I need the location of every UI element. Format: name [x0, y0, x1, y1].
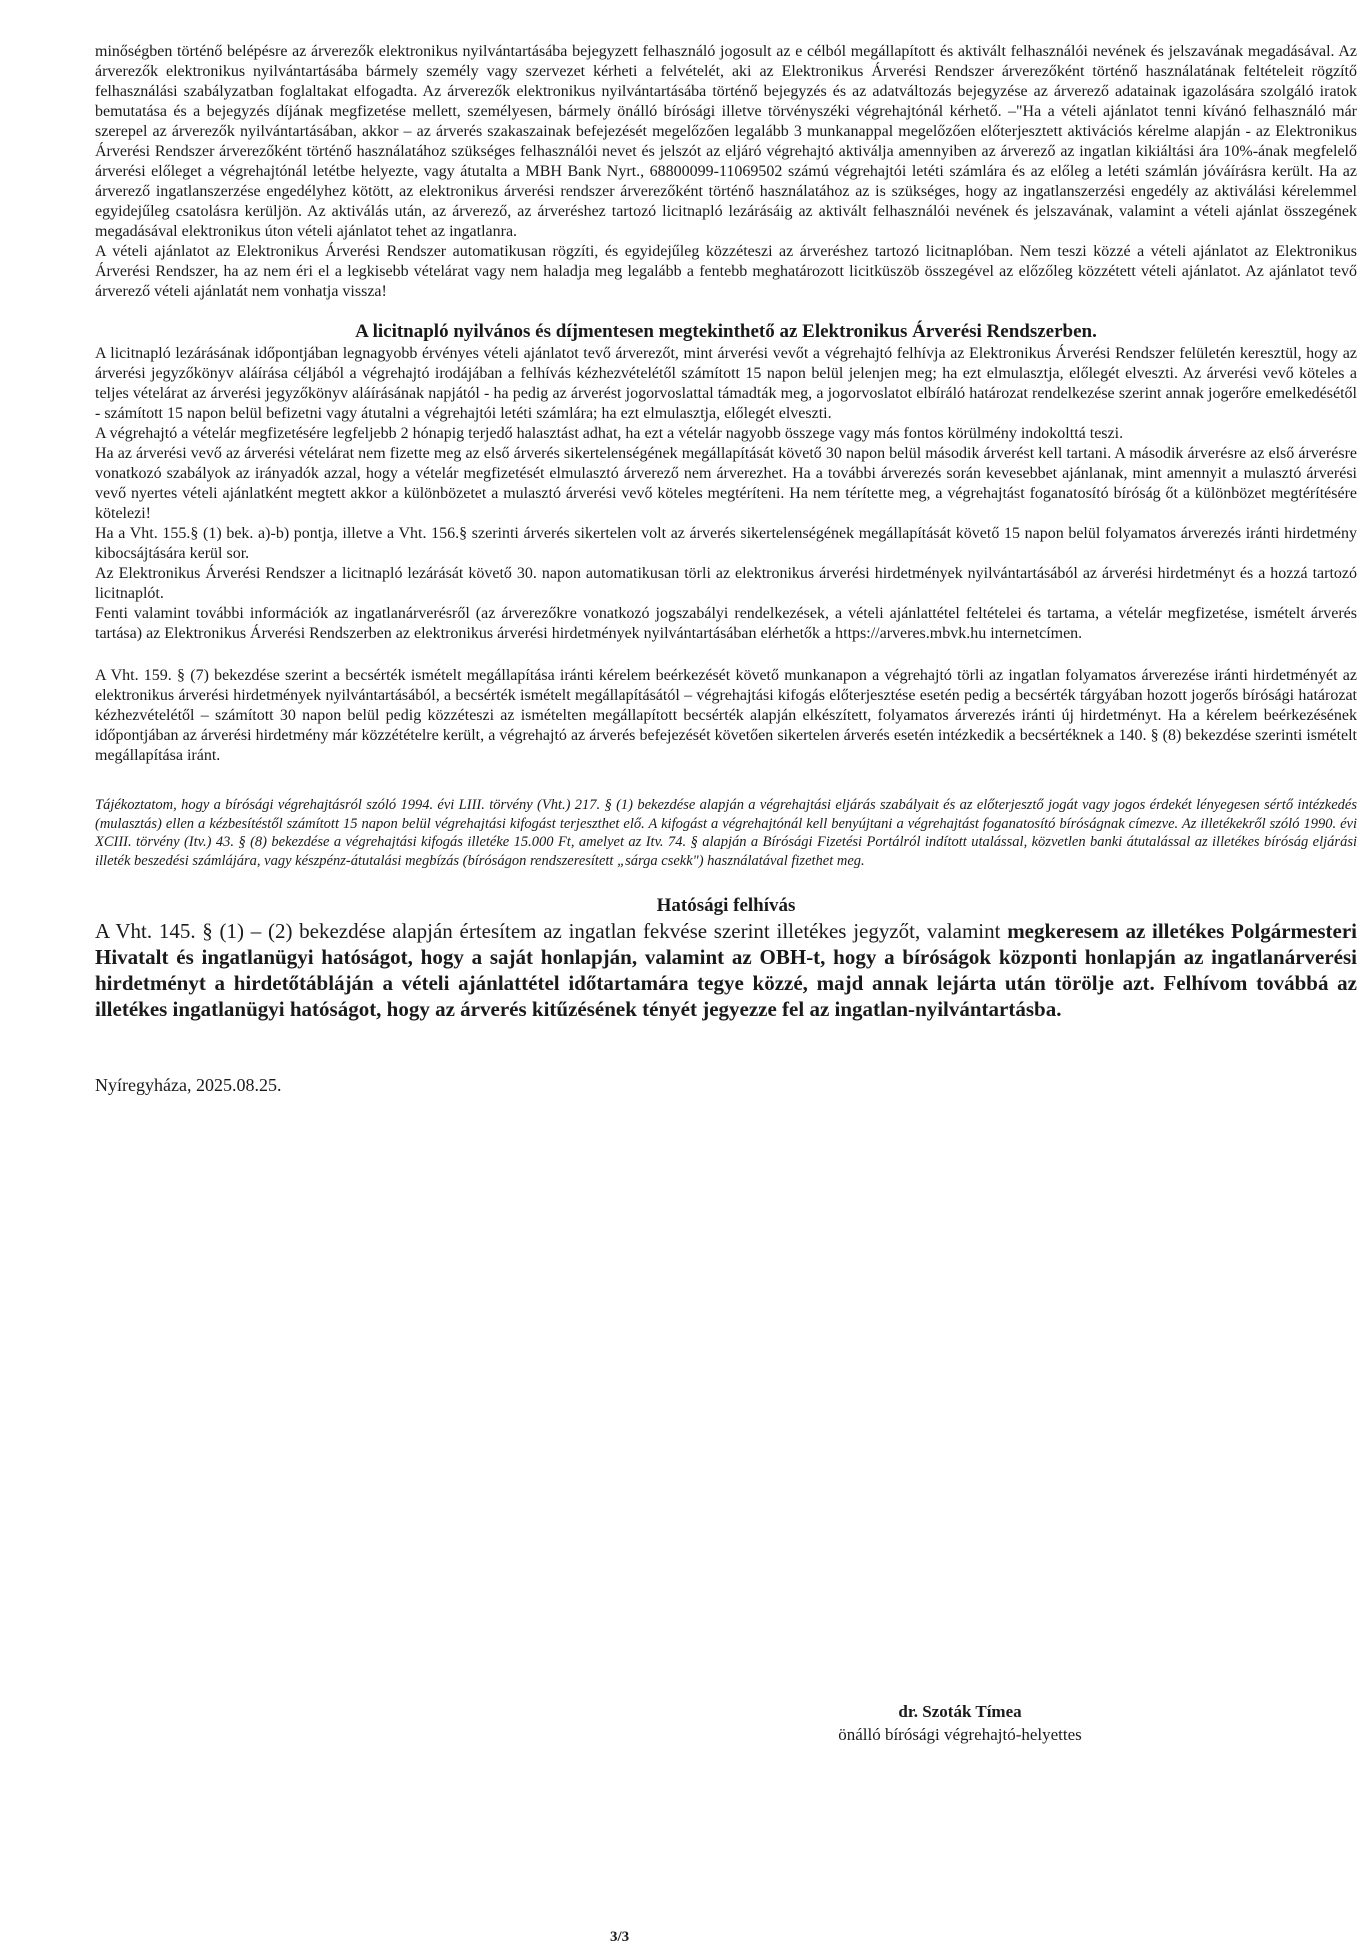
signature-block [795, 1700, 1125, 1746]
paragraph-bid-recording: A vételi ajánlatot az Elektronikus Árverési Rendszer automatikusan rögzíti, és egyidejűleg közzéteszi az árveréshez tartozó licitnaplóban. Nem teszi közzé a vételi ajánlatot az Elektronikus Árverési Rendszer, ha az nem éri el a legkisebb vételárat vagy nem haladja meg legalább a fentebb meghatározott licitküszöb összegével az előzőleg közzétett vételi ajánlatot. Az ajánlatot tevő árverező vételi ajánlatát nem vonhatja vissza! [95, 243, 1357, 300]
signer-title: önálló bírósági végrehajtó-helyettes [838, 1725, 1082, 1744]
paragraph-buyer-obligations: A licitnapló lezárásának időpontjában legnagyobb érvényes vételi ajánlatot tevő árverezőt, mint árverési vevőt a végrehajtó felhívja az Elektronikus Árverési Rendszer felületén keresztül, hogy az árverési jegyzőkönyv aláírása céljából a végrehajtó irodájában a felhívás kézhezvételétől számított 15 napon belül jelenjen meg; ha ezt elmulasztja, előlegét elveszti. Az árverési vevő köteles a teljes vételárat az árverési jegyzőkönyv aláírásának napjától - ha pedig az árverést jogorvoslattal támadták meg, a jogorvoslatot elbíráló határozat rendelkezése szerint annak jogerőre emelkedésétől - számított 15 napon belül befizetni vagy átutalni a végrehajtói letéti számlára; ha ezt elmulasztja, előlegét elveszti. [95, 345, 1357, 422]
authority-bold-text: megkeresem az illetékes Polgármesteri Hivatalt és ingatlanügyi hatóságot, hogy a saját honlapján, valamint az OBH-t, hogy a bíróságok központi honlapján az ingatlanárverési hirdetményt a hirdetőtábláján a vételi ajánlattétel időtartamára tegye közzé, majd annak lejárta után törölje azt. Felhívom továbbá az illetékes ingatlanügyi hatóságot, hogy az árverés kitűzésének tényét jegyezze fel az ingatlan-nyilvántartásba. [95, 919, 1357, 1021]
paragraph-payment-deferral: A végrehajtó a vételár megfizetésére legfeljebb 2 hónapig terjedő halasztást adhat, ha ezt a vételár nagyobb összege vagy más fontos körülmény indokolttá teszi. [95, 425, 1124, 442]
paragraph-continuous-auction: Ha a Vht. 155.§ (1) bek. a)-b) pontja, illetve a Vht. 156.§ szerinti árverés sikertelen volt az árverés sikertelenségének megállapítását követő 15 napon belül folyamatos árverezés iránti hirdetmény kibocsájtására kerül sor. [95, 525, 1357, 562]
paragraph-valuation: A Vht. 159. § (7) bekezdése szerint a becsérték ismételt megállapítása iránti kérelem beérkezését követő munkanapon a végrehajtó törli az ingatlan folyamatos árverezése iránti hirdetményét az elektronikus árverési hirdetmények nyilvántartásából, a becsérték ismételt megállapításától – végrehajtási kifogás előterjesztése esetén pedig a becsérték tárgyában hozott jogerős bírósági határozat kézhezvételétől – számított 30 napon belül pedig közzéteszi az ismételten megállapított becsérték alapján elkészített, folyamatos árverezés iránti új hirdetményt. Ha a kérelem beérkezésének időpontjában az árverési hirdetmény már közzétételre került, a végrehajtó az árverés befejezését követően sikertelen árverés esetén intézkedik a becsértéknek a 140. § (8) bekezdése szerinti ismételt megállapítása iránt. [95, 667, 1357, 764]
signer-name: dr. Szoták Tímea [898, 1702, 1022, 1721]
legal-remedy-notice: Tájékoztatom, hogy a bírósági végrehajtásról szóló 1994. évi LIII. törvény (Vht.) 217. § (1) bekezdése alapján a végrehajtási eljárás szabályait és az előterjesztő jogát vagy jogos érdekét lényegesen sértő intézkedés (mulasztás) ellen a kézbesítéstől számított 15 napon belül végrehajtási kifogást terjeszthet elő. A kifogást a végrehajtónál kell benyújtani a végrehajtást foganatosító bíróságnak címezve. Az illetékekről szóló 1990. évi XCIII. törvény (Itv.) 43. § (8) bekezdése a végrehajtási kifogás illetéke 15.000 Ft, amelyet az Itv. 74. § alapján a Bírósági Fizetési Portálról indított utalással, közvetlen banki átutalással az illetékes bíróság eljárási illeték beszedési számlájára, vagy készpénz-átutalási megbízás (bíróságon rendszeresített „sárga csekk") használatával fizethet meg. [95, 797, 1357, 869]
paragraph-auto-delete: Az Elektronikus Árverési Rendszer a licitnapló lezárását követő 30. napon automatikusan törli az elektronikus árverési hirdetmények nyilvántartásából az árverési hirdetményt és a hozzá tartozó licitnaplót. [95, 565, 1357, 602]
paragraph-more-info: Fenti valamint további információk az ingatlanárverésről (az árverezőkre vonatkozó jogszabályi rendelkezések, a vételi ajánlattétel feltételei és tartama, a vételár megfizetése, ismételt árverés tartása) az Elektronikus Árverési Rendszerben az elektronikus árverési hirdetmények nyilvántartásában elérhetők a https://arveres.mbvk.hu internetcímen. [95, 605, 1357, 642]
authority-title: Hatósági felhívás [656, 895, 796, 916]
page-number: 3/3 [610, 1929, 630, 1945]
authority-intro: A Vht. 145. § (1) – (2) bekezdése alapján értesítem az ingatlan fekvése szerint illetékes jegyzőt, valamint [95, 919, 1001, 943]
document-page [95, 42, 1357, 1096]
heading-bid-log: A licitnapló nyilvános és díjmentesen megtekinthető az Elektronikus Árverési Rendszerben. [355, 321, 1097, 342]
place-date: Nyíregyháza, 2025.08.25. [95, 1075, 282, 1095]
authority-text [95, 918, 1357, 1022]
paragraph-second-auction: Ha az árverési vevő az árverési vételárat nem fizette meg az első árverés sikertelenségének megállapítását követő 30 napon belül második árverést kell tartani. A második árverésre az első árverésre vonatkozó szabályok az irányadók azzal, hogy a vételár megfizetését elmulasztó árverező nem árverezhet. Ha a további árverezés során kevesebbet ajánlanak, mint amennyit a mulasztó árverési vevő nyertes vételi ajánlatként megtett akkor a különbözetet a mulasztó árverési vevő köteles megtéríteni. Ha nem térítette meg, a végrehajtást foganatosító bíróság őt a különbözet megtérítésére kötelezi! [95, 445, 1357, 522]
paragraph-registration: minőségben történő belépésre az árverezők elektronikus nyilvántartásába bejegyzett felhasználó jogosult az e célból megállapított és aktivált felhasználói nevének és jelszavának megadásával. Az árverezők elektronikus nyilvántartásába bármely személy vagy szervezet kérheti a felvételét, aki az Elektronikus Árverési Rendszer árverezőként történő használatának feltételeit rögzítő felhasználási szabályzatban foglaltakat elfogadta. Az árverezők elektronikus nyilvántartásába történő bejegyzés és az adatváltozás bejegyzése az árverező adatainak igazolására szolgáló iratok bemutatása és a bejegyzés díjának megfizetése mellett, személyesen, bármely önálló bírósági illetve törvényszéki végrehajtónál kérhető. –"Ha a vételi ajánlatot tenni kívánó felhasználó már szerepel az árverezők nyilvántartásában, akkor – az árverés szakaszainak befejezését megelőzően legalább 3 munkanappal megelőzően előterjesztett aktivációs kérelme alapján - az Elektronikus Árverési Rendszer árverezőként történő használatához szükséges felhasználói nevet és jelszót az eljáró végrehajtó aktiválja amennyiben az árverező az ingatlan kikiáltási ára 10%-ának megfelelő árverési előleget a végrehajtónál letétbe helyezte, vagy átutalta a MBH Bank Nyrt., 68800099-11069502 számú végrehajtói letéti számlára és az előleg a letéti számlán jóváírásra került. Ha az árverező ingatlanszerzése engedélyhez kötött, az elektronikus árverési rendszer árverezőként történő használatához az is szükséges, hogy az ingatlanszerzési engedély az aktiválási kérelemmel egyidejűleg csatolásra kerüljön. Az aktiválás után, az árverező, az árveréshez tartozó licitnapló lezárásáig az aktivált felhasználói nevének és jelszavának, valamint a vételi ajánlat összegének megadásával elektronikus úton vételi ajánlatot tehet az ingatlanra. [95, 43, 1357, 240]
